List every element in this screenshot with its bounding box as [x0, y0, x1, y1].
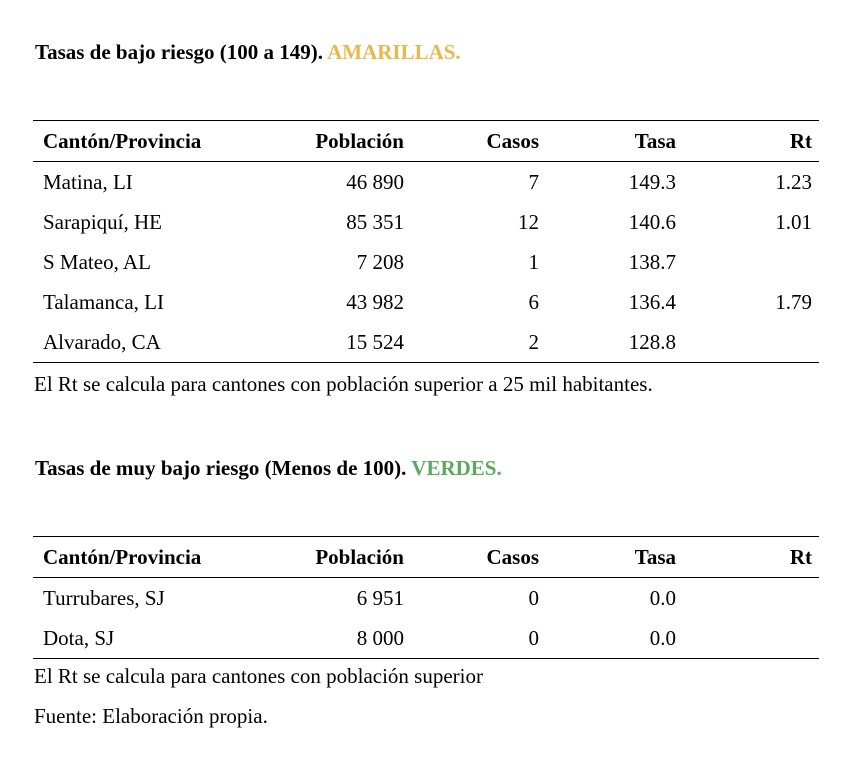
table-row [33, 282, 819, 322]
cell-casos: 6 [528, 290, 539, 314]
risk-color-tag-green: VERDES. [411, 456, 502, 480]
table-row [33, 202, 819, 242]
table-row [33, 322, 819, 362]
section-title-low-risk [35, 40, 461, 65]
cell-canton: Turrubares, SJ [43, 586, 165, 610]
table-note: El Rt se calcula para cantones con población superior a 25 mil habitantes. [34, 372, 653, 396]
table-row [33, 578, 819, 618]
table-very-low-risk [33, 536, 819, 659]
cell-rt: 1.01 [775, 210, 812, 234]
header-casos: Casos [486, 545, 539, 569]
header-rt: Rt [789, 129, 812, 153]
cell-tasa: 136.4 [628, 290, 676, 314]
header-canton: Cantón/Provincia [43, 545, 202, 569]
header-tasa: Tasa [634, 129, 676, 153]
cell-poblacion: 7 208 [356, 250, 404, 274]
header-poblacion: Población [315, 129, 404, 153]
cell-poblacion: 6 951 [356, 586, 404, 610]
cell-poblacion: 15 524 [346, 330, 404, 354]
table-bottom-rule [33, 362, 819, 363]
cell-rt: 1.79 [775, 290, 812, 314]
cell-tasa: 138.7 [628, 250, 676, 274]
cell-canton: Talamanca, LI [43, 290, 164, 314]
cell-casos: 2 [528, 330, 539, 354]
table-bottom-rule [33, 658, 819, 659]
table-row [33, 618, 819, 658]
cell-poblacion: 46 890 [346, 170, 404, 194]
cell-poblacion: 43 982 [346, 290, 404, 314]
cell-canton: Dota, SJ [43, 626, 115, 650]
cell-casos: 0 [528, 626, 539, 650]
cell-canton: S Mateo, AL [43, 250, 151, 274]
header-canton: Cantón/Provincia [43, 129, 202, 153]
header-rt: Rt [789, 545, 812, 569]
cell-canton: Matina, LI [43, 170, 133, 194]
table-low-risk [33, 120, 819, 363]
cell-casos: 12 [518, 210, 539, 234]
source-note: Fuente: Elaboración propia. [34, 704, 268, 728]
cell-poblacion: 85 351 [346, 210, 404, 234]
cell-tasa: 128.8 [628, 330, 676, 354]
cell-tasa: 140.6 [628, 210, 676, 234]
table-header-row [33, 537, 819, 577]
cell-rt: 1.23 [775, 170, 812, 194]
cell-tasa: 0.0 [649, 586, 676, 610]
section-title-text: Tasas de bajo riesgo (100 a 149). [35, 40, 323, 64]
section-title-very-low-risk [35, 456, 502, 481]
header-tasa: Tasa [634, 545, 676, 569]
cell-casos: 7 [528, 170, 539, 194]
cell-canton: Sarapiquí, HE [43, 210, 162, 234]
table-note: El Rt se calcula para cantones con población superior [34, 664, 483, 688]
cell-casos: 0 [528, 586, 539, 610]
header-poblacion: Población [315, 545, 404, 569]
header-casos: Casos [486, 129, 539, 153]
cell-casos: 1 [528, 250, 539, 274]
table-header-row [33, 121, 819, 161]
table-row [33, 242, 819, 282]
section-title-text: Tasas de muy bajo riesgo (Menos de 100). [35, 456, 407, 480]
risk-color-tag-yellow: AMARILLAS. [327, 40, 461, 64]
cell-canton: Alvarado, CA [43, 330, 161, 354]
cell-poblacion: 8 000 [356, 626, 404, 650]
cell-tasa: 149.3 [628, 170, 676, 194]
table-row [33, 162, 819, 202]
cell-tasa: 0.0 [649, 626, 676, 650]
